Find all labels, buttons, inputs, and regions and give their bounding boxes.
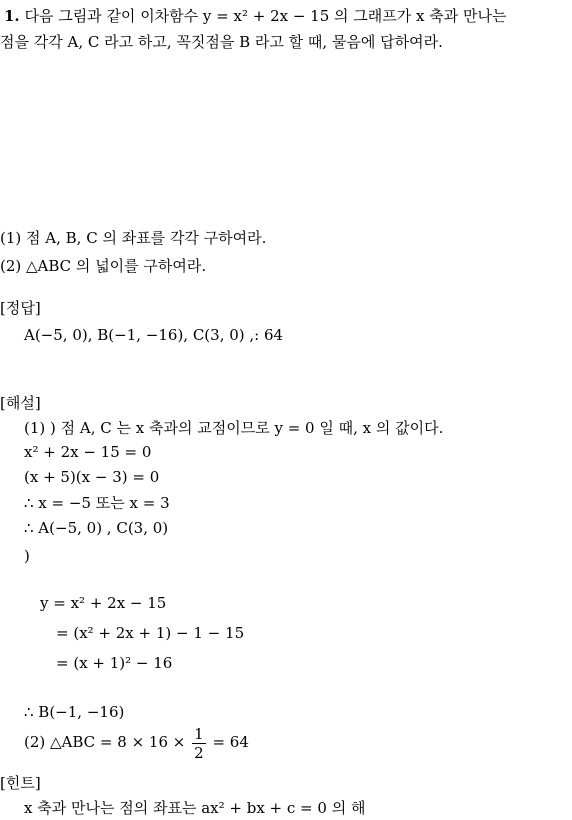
solution-line-3: (x + 5)(x − 3) = 0 [24, 468, 160, 486]
solution-line-7: ∴ B(−1, −16) [24, 703, 125, 721]
figure-area [0, 60, 572, 220]
solution-line-8 [24, 722, 249, 762]
problem-statement-line-2: 점을 각각 A, C 라고 하고, 꼭짓점을 B 라고 할 때, 물음에 답하여라. [0, 33, 443, 51]
area-result: = 64 [212, 733, 249, 751]
solution-line-1: (1) ) 점 A, C 는 x 축과의 교점이므로 y = 0 일 때, x 의 값이다. [24, 419, 444, 437]
problem-statement-line-1 [4, 6, 506, 26]
question-2: (2) △ABC 의 넓이를 구하여라. [0, 257, 207, 275]
answer-text: A(−5, 0), B(−1, −16), C(3, 0) ,: 64 [24, 326, 284, 344]
equation-line-3: = (x + 1)² − 16 [56, 654, 173, 672]
fraction-denominator: 2 [194, 743, 204, 762]
equation-line-1: y = x² + 2x − 15 [40, 594, 167, 612]
hint-heading: [힌트] [0, 774, 41, 792]
area-expression: (2) △ABC = 8 × 16 × [24, 733, 186, 751]
solution-heading: [해설] [0, 394, 41, 412]
fraction-one-half [192, 725, 206, 762]
fraction-numerator: 1 [194, 724, 204, 743]
solution-line-4: ∴ x = −5 또는 x = 3 [24, 494, 170, 512]
solution-line-6: ) [24, 547, 30, 565]
equation-line-2: = (x² + 2x + 1) − 1 − 15 [56, 624, 245, 642]
problem-number: 1. [4, 7, 20, 25]
question-1: (1) 점 A, B, C 의 좌표를 각각 구하여라. [0, 229, 267, 247]
problem-text-1: 다음 그림과 같이 이차함수 y = x² + 2x − 15 의 그래프가 x 축과 만나는 [24, 7, 507, 25]
solution-line-5: ∴ A(−5, 0) , C(3, 0) [24, 519, 169, 537]
solution-line-2: x² + 2x − 15 = 0 [24, 443, 152, 461]
answer-heading: [정답] [0, 299, 41, 317]
hint-text: x 축과 만나는 점의 좌표는 ax² + bx + c = 0 의 해 [24, 799, 366, 817]
